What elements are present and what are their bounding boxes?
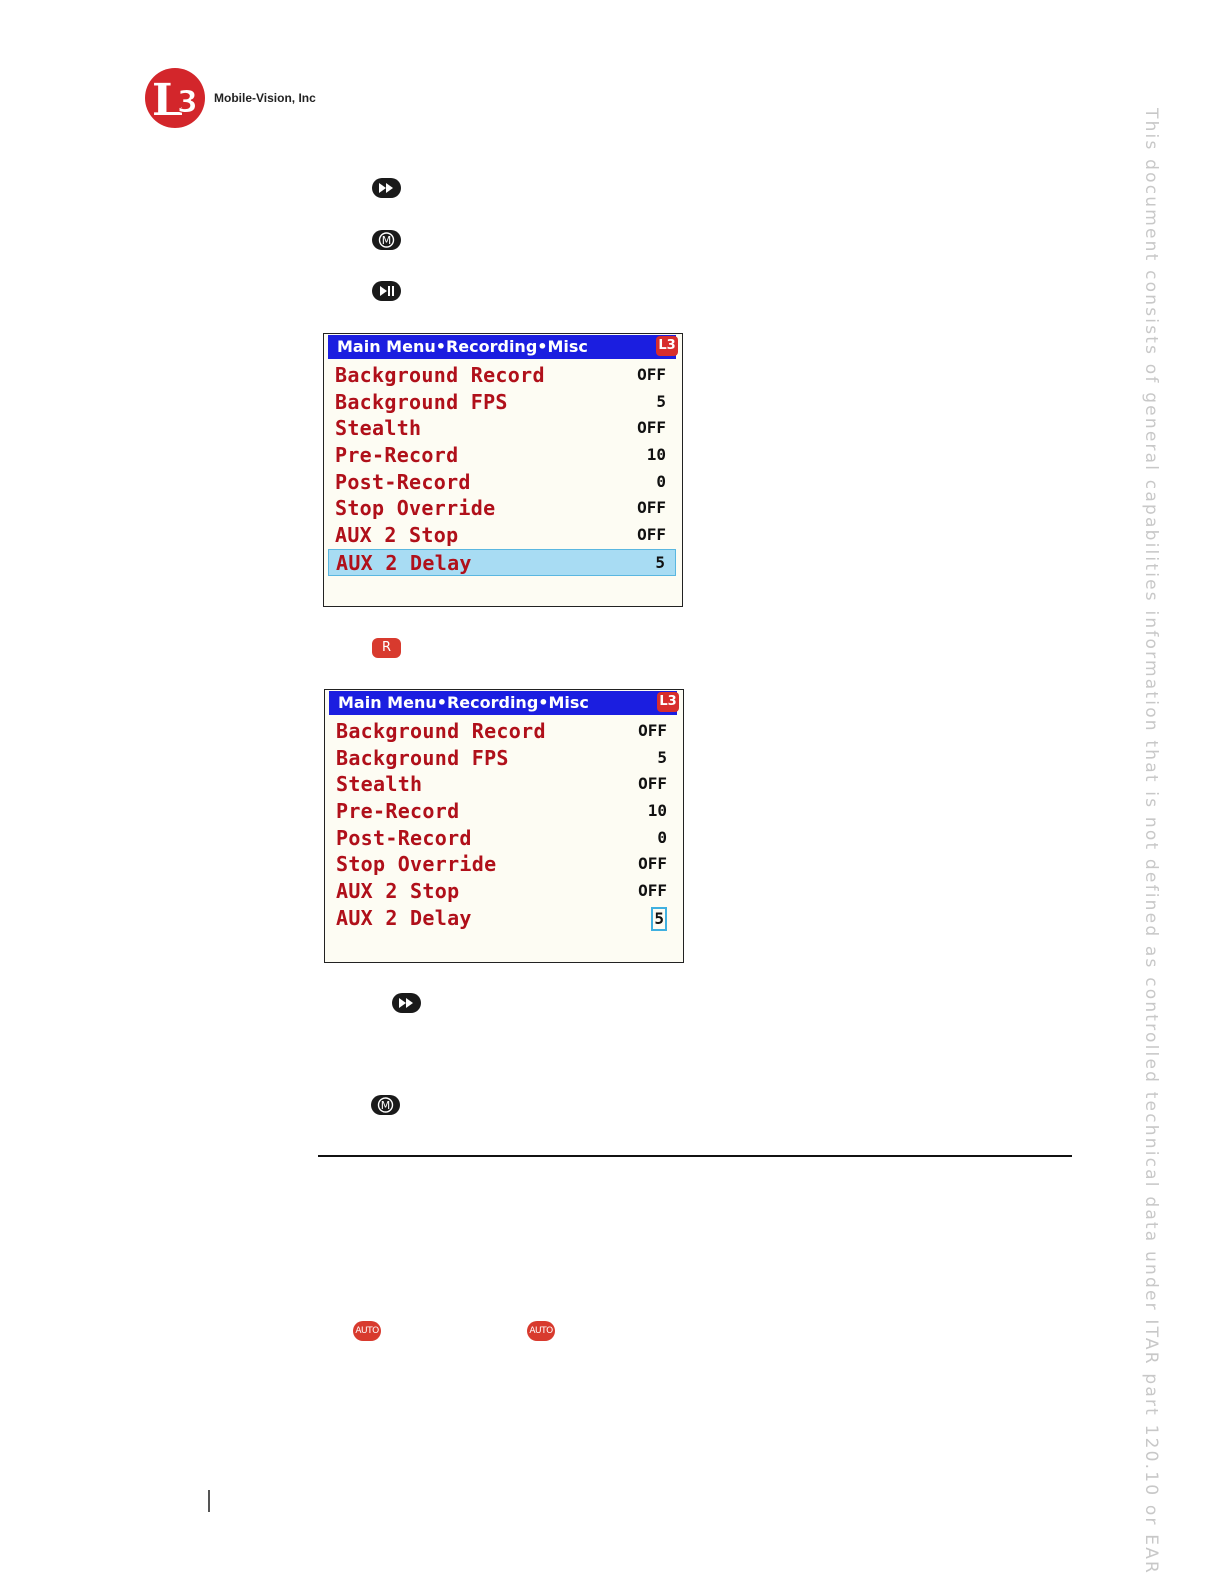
menu-item-background-record[interactable]: [328, 362, 676, 389]
menu-item-aux2-stop[interactable]: [328, 522, 676, 549]
menu-item-label: Stop Override: [335, 496, 496, 521]
menu-item-label: Post-Record: [336, 825, 472, 850]
svg-text:3: 3: [177, 85, 198, 120]
menu-item-label: AUX 2 Delay: [336, 550, 472, 575]
menu-item-pre-record[interactable]: [328, 442, 676, 469]
menu-item-stop-override[interactable]: [329, 851, 677, 878]
screen-title: Main Menu•Recording•Misc: [328, 335, 676, 359]
menu-item-value: 10: [646, 445, 666, 465]
screen-title: Main Menu•Recording•Misc: [329, 691, 677, 715]
menu-item-label: Stop Override: [336, 852, 497, 877]
auto-button-icon: AUTO: [527, 1321, 555, 1341]
menu-item-value: OFF: [637, 418, 666, 438]
menu-item-label: Stealth: [335, 416, 422, 441]
menu-item-aux2-delay-editing[interactable]: [329, 905, 677, 932]
menu-item-label: Background FPS: [335, 389, 508, 414]
menu-item-pre-record[interactable]: [329, 798, 677, 825]
menu-item-aux2-stop[interactable]: [329, 878, 677, 905]
itar-watermark: [1139, 108, 1161, 1576]
menu-item-aux2-delay-selected[interactable]: [328, 549, 676, 576]
menu-item-label: Stealth: [336, 772, 423, 797]
page-number-bar: [208, 1490, 210, 1512]
menu-item-label: AUX 2 Delay: [336, 905, 472, 930]
menu-item-label: Background FPS: [336, 745, 509, 770]
menu-item-value: 10: [647, 801, 667, 821]
menu-item-label: Post-Record: [335, 469, 471, 494]
menu-item-background-fps[interactable]: [328, 389, 676, 416]
menu-item-label: Pre-Record: [336, 799, 460, 824]
menu-list: [328, 362, 676, 576]
section-divider: [318, 1155, 1072, 1157]
watermark-text: This document consists of general capabilities information that is not defined as controlled technical data under ITAR part 120.10 or EAR: [1141, 108, 1161, 1576]
svg-text:L: L: [152, 75, 183, 126]
menu-item-value: 5: [655, 552, 665, 572]
fast-forward-icon: [372, 178, 401, 198]
value-edit-field[interactable]: 5: [651, 907, 667, 931]
l3-badge-icon: L3: [657, 692, 679, 712]
svg-text:M: M: [380, 1099, 391, 1112]
auto-button-icon: AUTO: [353, 1321, 381, 1341]
menu-item-post-record[interactable]: [329, 825, 677, 852]
menu-item-label: Pre-Record: [335, 443, 459, 468]
menu-item-stealth[interactable]: [328, 415, 676, 442]
menu-item-background-record[interactable]: [329, 718, 677, 745]
menu-item-value: OFF: [637, 525, 666, 545]
menu-item-value: OFF: [638, 721, 667, 740]
menu-item-value: 5: [657, 747, 667, 767]
menu-item-value: OFF: [637, 365, 666, 384]
menu-m-icon: [371, 1095, 400, 1115]
menu-item-label: Background Record: [336, 719, 546, 743]
l3-logo: [143, 68, 207, 128]
menu-screen-editing: [324, 689, 684, 963]
play-pause-icon: [372, 281, 401, 301]
menu-item-stealth[interactable]: [329, 771, 677, 798]
menu-item-value: 0: [656, 471, 666, 491]
menu-list: [329, 718, 677, 932]
menu-item-background-fps[interactable]: [329, 745, 677, 772]
company-name: Mobile-Vision, Inc: [214, 91, 316, 105]
menu-m-icon: [372, 230, 401, 250]
menu-item-label: AUX 2 Stop: [335, 523, 459, 548]
menu-item-value: OFF: [638, 854, 667, 874]
menu-item-label: Background Record: [335, 363, 545, 387]
menu-item-post-record[interactable]: [328, 469, 676, 496]
l3-badge-icon: L3: [656, 336, 678, 356]
svg-text:M: M: [381, 234, 392, 247]
menu-item-value: OFF: [637, 498, 666, 518]
record-button-icon: R: [372, 638, 401, 658]
menu-item-value: 5: [656, 391, 666, 411]
menu-item-value: OFF: [638, 774, 667, 794]
menu-item-stop-override[interactable]: [328, 495, 676, 522]
menu-item-label: AUX 2 Stop: [336, 879, 460, 904]
menu-item-value: 0: [657, 827, 667, 847]
menu-item-value: OFF: [638, 881, 667, 901]
menu-screen-selected: [323, 333, 683, 607]
fast-forward-icon: [392, 993, 421, 1013]
